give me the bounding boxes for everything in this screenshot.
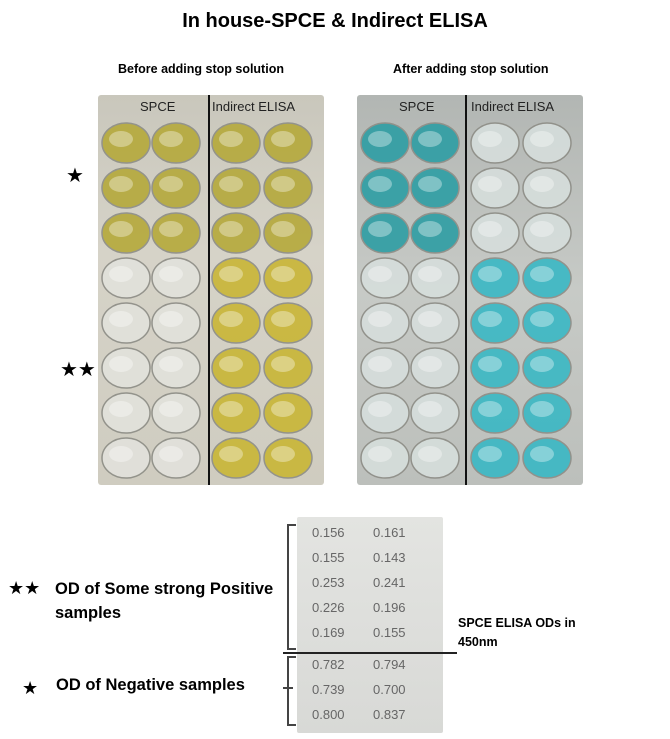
od-value-r3-c2: 0.241 — [373, 575, 406, 590]
before-well-highlight-r6-c3 — [219, 356, 243, 372]
after-well-highlight-r3-c1 — [368, 221, 392, 237]
after-well-highlight-r4-c4 — [530, 266, 554, 282]
od-value-r8-c2: 0.837 — [373, 707, 406, 722]
before-well-highlight-r4-c1 — [109, 266, 133, 282]
after-well-highlight-r6-c1 — [368, 356, 392, 372]
strong-positive-bracket — [287, 524, 296, 650]
before-well-highlight-r8-c3 — [219, 446, 243, 462]
before-well-highlight-r2-c2 — [159, 176, 183, 192]
od-value-r7-c1: 0.739 — [312, 682, 345, 697]
od-value-r6-c2: 0.794 — [373, 657, 406, 672]
after-well-highlight-r2-c3 — [478, 176, 502, 192]
after-well-highlight-r2-c4 — [530, 176, 554, 192]
legend-strong-stars: ★★ — [8, 578, 41, 598]
before-well-highlight-r7-c4 — [271, 401, 295, 417]
plate-after-divider — [465, 95, 467, 485]
plate-before-divider — [208, 95, 210, 485]
plate-after-elisa-label: Indirect ELISA — [471, 99, 555, 114]
plate-before-spce-label: SPCE — [140, 99, 176, 114]
after-well-highlight-r4-c3 — [478, 266, 502, 282]
after-well-highlight-r3-c3 — [478, 221, 502, 237]
after-well-highlight-r7-c4 — [530, 401, 554, 417]
od-value-r2-c1: 0.155 — [312, 550, 345, 565]
before-well-highlight-r1-c2 — [159, 131, 183, 147]
caption-after: After adding stop solution — [393, 62, 549, 76]
caption-before: Before adding stop solution — [118, 62, 284, 76]
before-well-highlight-r6-c2 — [159, 356, 183, 372]
after-well-highlight-r2-c1 — [368, 176, 392, 192]
after-well-highlight-r8-c3 — [478, 446, 502, 462]
after-well-highlight-r7-c1 — [368, 401, 392, 417]
before-well-highlight-r6-c4 — [271, 356, 295, 372]
before-well-highlight-r2-c1 — [109, 176, 133, 192]
od-value-r2-c2: 0.143 — [373, 550, 406, 565]
plate-before-elisa-label: Indirect ELISA — [212, 99, 296, 114]
after-well-highlight-r3-c4 — [530, 221, 554, 237]
before-well-highlight-r7-c3 — [219, 401, 243, 417]
before-well-highlight-r8-c1 — [109, 446, 133, 462]
before-well-highlight-r4-c4 — [271, 266, 295, 282]
after-well-highlight-r4-c2 — [418, 266, 442, 282]
after-well-highlight-r1-c3 — [478, 131, 502, 147]
after-well-highlight-r7-c3 — [478, 401, 502, 417]
after-well-highlight-r4-c1 — [368, 266, 392, 282]
before-well-highlight-r8-c2 — [159, 446, 183, 462]
plate-after-wells — [357, 95, 583, 485]
plate-before-stop — [98, 95, 324, 485]
legend-strong-positive: OD of Some strong Positive samples — [55, 580, 274, 622]
after-well-highlight-r5-c3 — [478, 311, 502, 327]
od-side-label: SPCE ELISA ODs in 450nm — [458, 616, 576, 649]
after-well-highlight-r5-c1 — [368, 311, 392, 327]
after-well-highlight-r5-c2 — [418, 311, 442, 327]
strong-positive-marker-stars: ★★ — [60, 359, 96, 381]
legend-negative: OD of Negative samples — [56, 676, 245, 694]
figure-title: In house-SPCE & Indirect ELISA — [182, 10, 488, 32]
before-well-highlight-r7-c2 — [159, 401, 183, 417]
od-value-r1-c1: 0.156 — [312, 525, 345, 540]
od-value-r6-c1: 0.782 — [312, 657, 345, 672]
before-well-highlight-r8-c4 — [271, 446, 295, 462]
od-value-r4-c2: 0.196 — [373, 600, 406, 615]
after-well-highlight-r1-c4 — [530, 131, 554, 147]
after-well-highlight-r1-c1 — [368, 131, 392, 147]
plate-after-stop — [357, 95, 583, 485]
before-well-highlight-r3-c3 — [219, 221, 243, 237]
before-well-highlight-r1-c4 — [271, 131, 295, 147]
after-well-highlight-r2-c2 — [418, 176, 442, 192]
before-well-highlight-r5-c4 — [271, 311, 295, 327]
before-well-highlight-r4-c3 — [219, 266, 243, 282]
before-well-highlight-r4-c2 — [159, 266, 183, 282]
after-well-highlight-r7-c2 — [418, 401, 442, 417]
before-well-highlight-r5-c3 — [219, 311, 243, 327]
before-well-highlight-r3-c4 — [271, 221, 295, 237]
before-well-highlight-r1-c3 — [219, 131, 243, 147]
after-well-highlight-r3-c2 — [418, 221, 442, 237]
od-value-r5-c2: 0.155 — [373, 625, 406, 640]
after-well-highlight-r5-c4 — [530, 311, 554, 327]
before-well-highlight-r5-c2 — [159, 311, 183, 327]
negative-bracket — [287, 656, 296, 726]
before-well-highlight-r3-c2 — [159, 221, 183, 237]
od-value-r7-c2: 0.700 — [373, 682, 406, 697]
before-well-highlight-r5-c1 — [109, 311, 133, 327]
negative-connector-line — [283, 687, 293, 689]
plate-before-wells — [98, 95, 324, 485]
before-well-highlight-r2-c4 — [271, 176, 295, 192]
od-value-r5-c1: 0.169 — [312, 625, 345, 640]
before-well-highlight-r2-c3 — [219, 176, 243, 192]
od-value-r4-c1: 0.226 — [312, 600, 345, 615]
after-well-highlight-r6-c4 — [530, 356, 554, 372]
before-well-highlight-r7-c1 — [109, 401, 133, 417]
after-well-highlight-r8-c1 — [368, 446, 392, 462]
negative-marker-star: ★ — [66, 165, 84, 187]
after-well-highlight-r6-c2 — [418, 356, 442, 372]
before-well-highlight-r1-c1 — [109, 131, 133, 147]
before-well-highlight-r3-c1 — [109, 221, 133, 237]
od-value-r1-c2: 0.161 — [373, 525, 406, 540]
after-well-highlight-r8-c2 — [418, 446, 442, 462]
od-value-r3-c1: 0.253 — [312, 575, 345, 590]
after-well-highlight-r6-c3 — [478, 356, 502, 372]
after-well-highlight-r8-c4 — [530, 446, 554, 462]
plate-after-spce-label: SPCE — [399, 99, 435, 114]
od-value-r8-c1: 0.800 — [312, 707, 345, 722]
legend-negative-star: ★ — [22, 678, 39, 698]
after-well-highlight-r1-c2 — [418, 131, 442, 147]
before-well-highlight-r6-c1 — [109, 356, 133, 372]
od-group-divider — [283, 652, 457, 654]
